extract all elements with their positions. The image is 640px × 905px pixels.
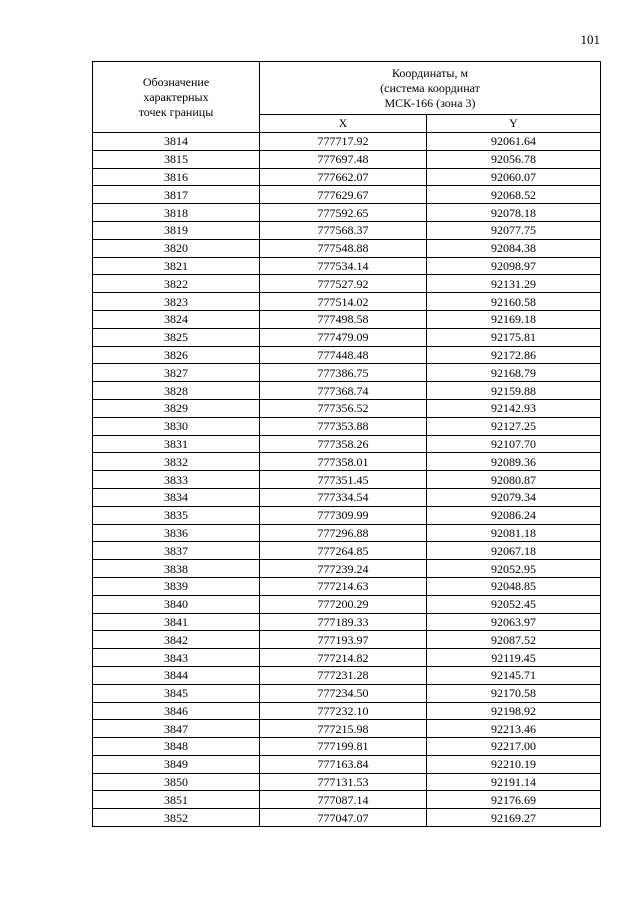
table-row [93, 399, 601, 417]
table-row [93, 702, 601, 720]
y-coordinate-cell: 92213.46 [427, 720, 601, 738]
table-row [93, 524, 601, 542]
y-coordinate-cell: 92078.18 [427, 204, 601, 222]
point-id-cell: 3814 [93, 133, 260, 151]
x-coordinate-cell: 777264.85 [260, 542, 427, 560]
x-coordinate-cell: 777215.98 [260, 720, 427, 738]
table-row [93, 168, 601, 186]
y-coordinate-cell: 92068.52 [427, 186, 601, 204]
table-row [93, 542, 601, 560]
y-coordinate-cell: 92084.38 [427, 239, 601, 257]
table-body [93, 133, 601, 827]
point-id-cell: 3835 [93, 506, 260, 524]
y-coordinate-cell: 92159.88 [427, 382, 601, 400]
x-coordinate-cell: 777592.65 [260, 204, 427, 222]
table-row [93, 204, 601, 222]
table-row [93, 239, 601, 257]
y-coordinate-cell: 92145.71 [427, 666, 601, 684]
table-row [93, 613, 601, 631]
x-coordinate-cell: 777662.07 [260, 168, 427, 186]
x-coordinate-cell: 777527.92 [260, 275, 427, 293]
x-coordinate-cell: 777047.07 [260, 809, 427, 827]
point-id-cell: 3839 [93, 577, 260, 595]
y-coordinate-cell: 92160.58 [427, 293, 601, 311]
table-row [93, 738, 601, 756]
table-row [93, 435, 601, 453]
point-id-cell: 3836 [93, 524, 260, 542]
table-row [93, 595, 601, 613]
table-row [93, 453, 601, 471]
x-coordinate-cell: 777163.84 [260, 755, 427, 773]
x-coordinate-cell: 777234.50 [260, 684, 427, 702]
x-coordinate-cell: 777353.88 [260, 417, 427, 435]
table-row [93, 631, 601, 649]
point-id-cell: 3819 [93, 221, 260, 239]
x-coordinate-cell: 777697.48 [260, 150, 427, 168]
x-coordinate-cell: 777189.33 [260, 613, 427, 631]
point-id-cell: 3849 [93, 755, 260, 773]
coords-header-line: Координаты, м [391, 65, 469, 80]
coords-header-line: (система координат [380, 80, 480, 95]
table-row [93, 577, 601, 595]
y-coordinate-cell: 92089.36 [427, 453, 601, 471]
table-row [93, 471, 601, 489]
x-coordinate-cell: 777200.29 [260, 595, 427, 613]
point-id-cell: 3818 [93, 204, 260, 222]
x-coordinate-cell: 777334.54 [260, 488, 427, 506]
table-row [93, 791, 601, 809]
x-coordinate-cell: 777131.53 [260, 773, 427, 791]
point-id-cell: 3843 [93, 649, 260, 667]
table-row [93, 382, 601, 400]
x-coordinate-cell: 777199.81 [260, 738, 427, 756]
point-id-cell: 3824 [93, 310, 260, 328]
point-id-cell: 3822 [93, 275, 260, 293]
table-row [93, 257, 601, 275]
x-coordinate-cell: 777309.99 [260, 506, 427, 524]
y-coordinate-cell: 92172.86 [427, 346, 601, 364]
point-id-cell: 3834 [93, 488, 260, 506]
point-id-cell: 3826 [93, 346, 260, 364]
y-coordinate-cell: 92086.24 [427, 506, 601, 524]
point-id-cell: 3825 [93, 328, 260, 346]
x-coordinate-cell: 777214.63 [260, 577, 427, 595]
header-row [93, 62, 601, 115]
table-row [93, 346, 601, 364]
y-coordinate-cell: 92077.75 [427, 221, 601, 239]
point-id-cell: 3844 [93, 666, 260, 684]
y-coordinate-cell: 92131.29 [427, 275, 601, 293]
point-id-cell: 3828 [93, 382, 260, 400]
y-coordinate-cell: 92060.07 [427, 168, 601, 186]
y-coordinate-cell: 92217.00 [427, 738, 601, 756]
table-row [93, 684, 601, 702]
y-coordinate-cell: 92191.14 [427, 773, 601, 791]
point-id-cell: 3842 [93, 631, 260, 649]
y-coordinate-cell: 92176.69 [427, 791, 601, 809]
table-header [93, 62, 601, 133]
coords-header-line: МСК-166 (зона 3) [384, 95, 476, 110]
table-row [93, 221, 601, 239]
point-id-cell: 3841 [93, 613, 260, 631]
point-id-cell: 3827 [93, 364, 260, 382]
y-coordinate-cell: 92098.97 [427, 257, 601, 275]
y-coordinate-cell: 92061.64 [427, 133, 601, 151]
x-coordinate-cell: 777514.02 [260, 293, 427, 311]
table-row [93, 275, 601, 293]
x-coordinate-cell: 777193.97 [260, 631, 427, 649]
y-coordinate-cell: 92169.27 [427, 809, 601, 827]
y-coordinate-cell: 92168.79 [427, 364, 601, 382]
point-designation-header [93, 62, 260, 133]
point-id-cell: 3846 [93, 702, 260, 720]
table-row [93, 773, 601, 791]
point-id-cell: 3820 [93, 239, 260, 257]
x-coordinate-cell: 777087.14 [260, 791, 427, 809]
page-number: 101 [580, 32, 600, 47]
point-header-line: характерных [143, 89, 209, 104]
point-id-cell: 3847 [93, 720, 260, 738]
y-coordinate-cell: 92080.87 [427, 471, 601, 489]
point-id-cell: 3837 [93, 542, 260, 560]
y-coordinate-cell: 92198.92 [427, 702, 601, 720]
y-coordinate-cell: 92169.18 [427, 310, 601, 328]
y-coordinate-cell: 92107.70 [427, 435, 601, 453]
x-coordinate-cell: 777448.48 [260, 346, 427, 364]
point-id-cell: 3838 [93, 560, 260, 578]
y-coordinate-cell: 92127.25 [427, 417, 601, 435]
point-header-line: Обозначение [142, 74, 210, 89]
table-row [93, 293, 601, 311]
x-coordinate-cell: 777629.67 [260, 186, 427, 204]
x-coordinate-cell: 777386.75 [260, 364, 427, 382]
x-coordinate-cell: 777479.09 [260, 328, 427, 346]
point-id-cell: 3815 [93, 150, 260, 168]
x-coordinate-cell: 777568.37 [260, 221, 427, 239]
x-column-header: X [260, 115, 427, 133]
x-coordinate-cell: 777239.24 [260, 560, 427, 578]
coordinates-table [92, 61, 601, 827]
table-row [93, 488, 601, 506]
x-coordinate-cell: 777368.74 [260, 382, 427, 400]
y-coordinate-cell: 92170.58 [427, 684, 601, 702]
y-coordinate-cell: 92052.95 [427, 560, 601, 578]
point-id-cell: 3831 [93, 435, 260, 453]
point-id-cell: 3816 [93, 168, 260, 186]
table-row [93, 755, 601, 773]
y-coordinate-cell: 92056.78 [427, 150, 601, 168]
table-row [93, 506, 601, 524]
x-coordinate-cell: 777351.45 [260, 471, 427, 489]
y-coordinate-cell: 92063.97 [427, 613, 601, 631]
x-coordinate-cell: 777717.92 [260, 133, 427, 151]
point-id-cell: 3829 [93, 399, 260, 417]
point-id-cell: 3817 [93, 186, 260, 204]
point-id-cell: 3845 [93, 684, 260, 702]
y-coordinate-cell: 92067.18 [427, 542, 601, 560]
point-id-cell: 3821 [93, 257, 260, 275]
table-row [93, 133, 601, 151]
x-coordinate-cell: 777356.52 [260, 399, 427, 417]
y-coordinate-cell: 92119.45 [427, 649, 601, 667]
table-row [93, 809, 601, 827]
point-id-cell: 3823 [93, 293, 260, 311]
y-coordinate-cell: 92142.93 [427, 399, 601, 417]
x-coordinate-cell: 777498.58 [260, 310, 427, 328]
y-coordinate-cell: 92052.45 [427, 595, 601, 613]
point-id-cell: 3830 [93, 417, 260, 435]
y-coordinate-cell: 92175.81 [427, 328, 601, 346]
coordinates-header [260, 62, 601, 115]
table-row [93, 150, 601, 168]
table-row [93, 364, 601, 382]
y-coordinate-cell: 92081.18 [427, 524, 601, 542]
y-coordinate-cell: 92210.19 [427, 755, 601, 773]
y-column-header: Y [427, 115, 601, 133]
x-coordinate-cell: 777358.01 [260, 453, 427, 471]
y-coordinate-cell: 92079.34 [427, 488, 601, 506]
x-coordinate-cell: 777214.82 [260, 649, 427, 667]
x-coordinate-cell: 777296.88 [260, 524, 427, 542]
table-row [93, 417, 601, 435]
table-row [93, 720, 601, 738]
point-id-cell: 3840 [93, 595, 260, 613]
table-row [93, 310, 601, 328]
x-coordinate-cell: 777358.26 [260, 435, 427, 453]
point-id-cell: 3848 [93, 738, 260, 756]
table-row [93, 328, 601, 346]
x-coordinate-cell: 777534.14 [260, 257, 427, 275]
point-id-cell: 3852 [93, 809, 260, 827]
point-id-cell: 3832 [93, 453, 260, 471]
point-id-cell: 3833 [93, 471, 260, 489]
point-header-line: точек границы [138, 104, 214, 119]
y-coordinate-cell: 92087.52 [427, 631, 601, 649]
x-coordinate-cell: 777231.28 [260, 666, 427, 684]
x-coordinate-cell: 777232.10 [260, 702, 427, 720]
table-row [93, 186, 601, 204]
table-row [93, 666, 601, 684]
table-row [93, 560, 601, 578]
y-coordinate-cell: 92048.85 [427, 577, 601, 595]
table-row [93, 649, 601, 667]
point-id-cell: 3850 [93, 773, 260, 791]
x-coordinate-cell: 777548.88 [260, 239, 427, 257]
point-id-cell: 3851 [93, 791, 260, 809]
